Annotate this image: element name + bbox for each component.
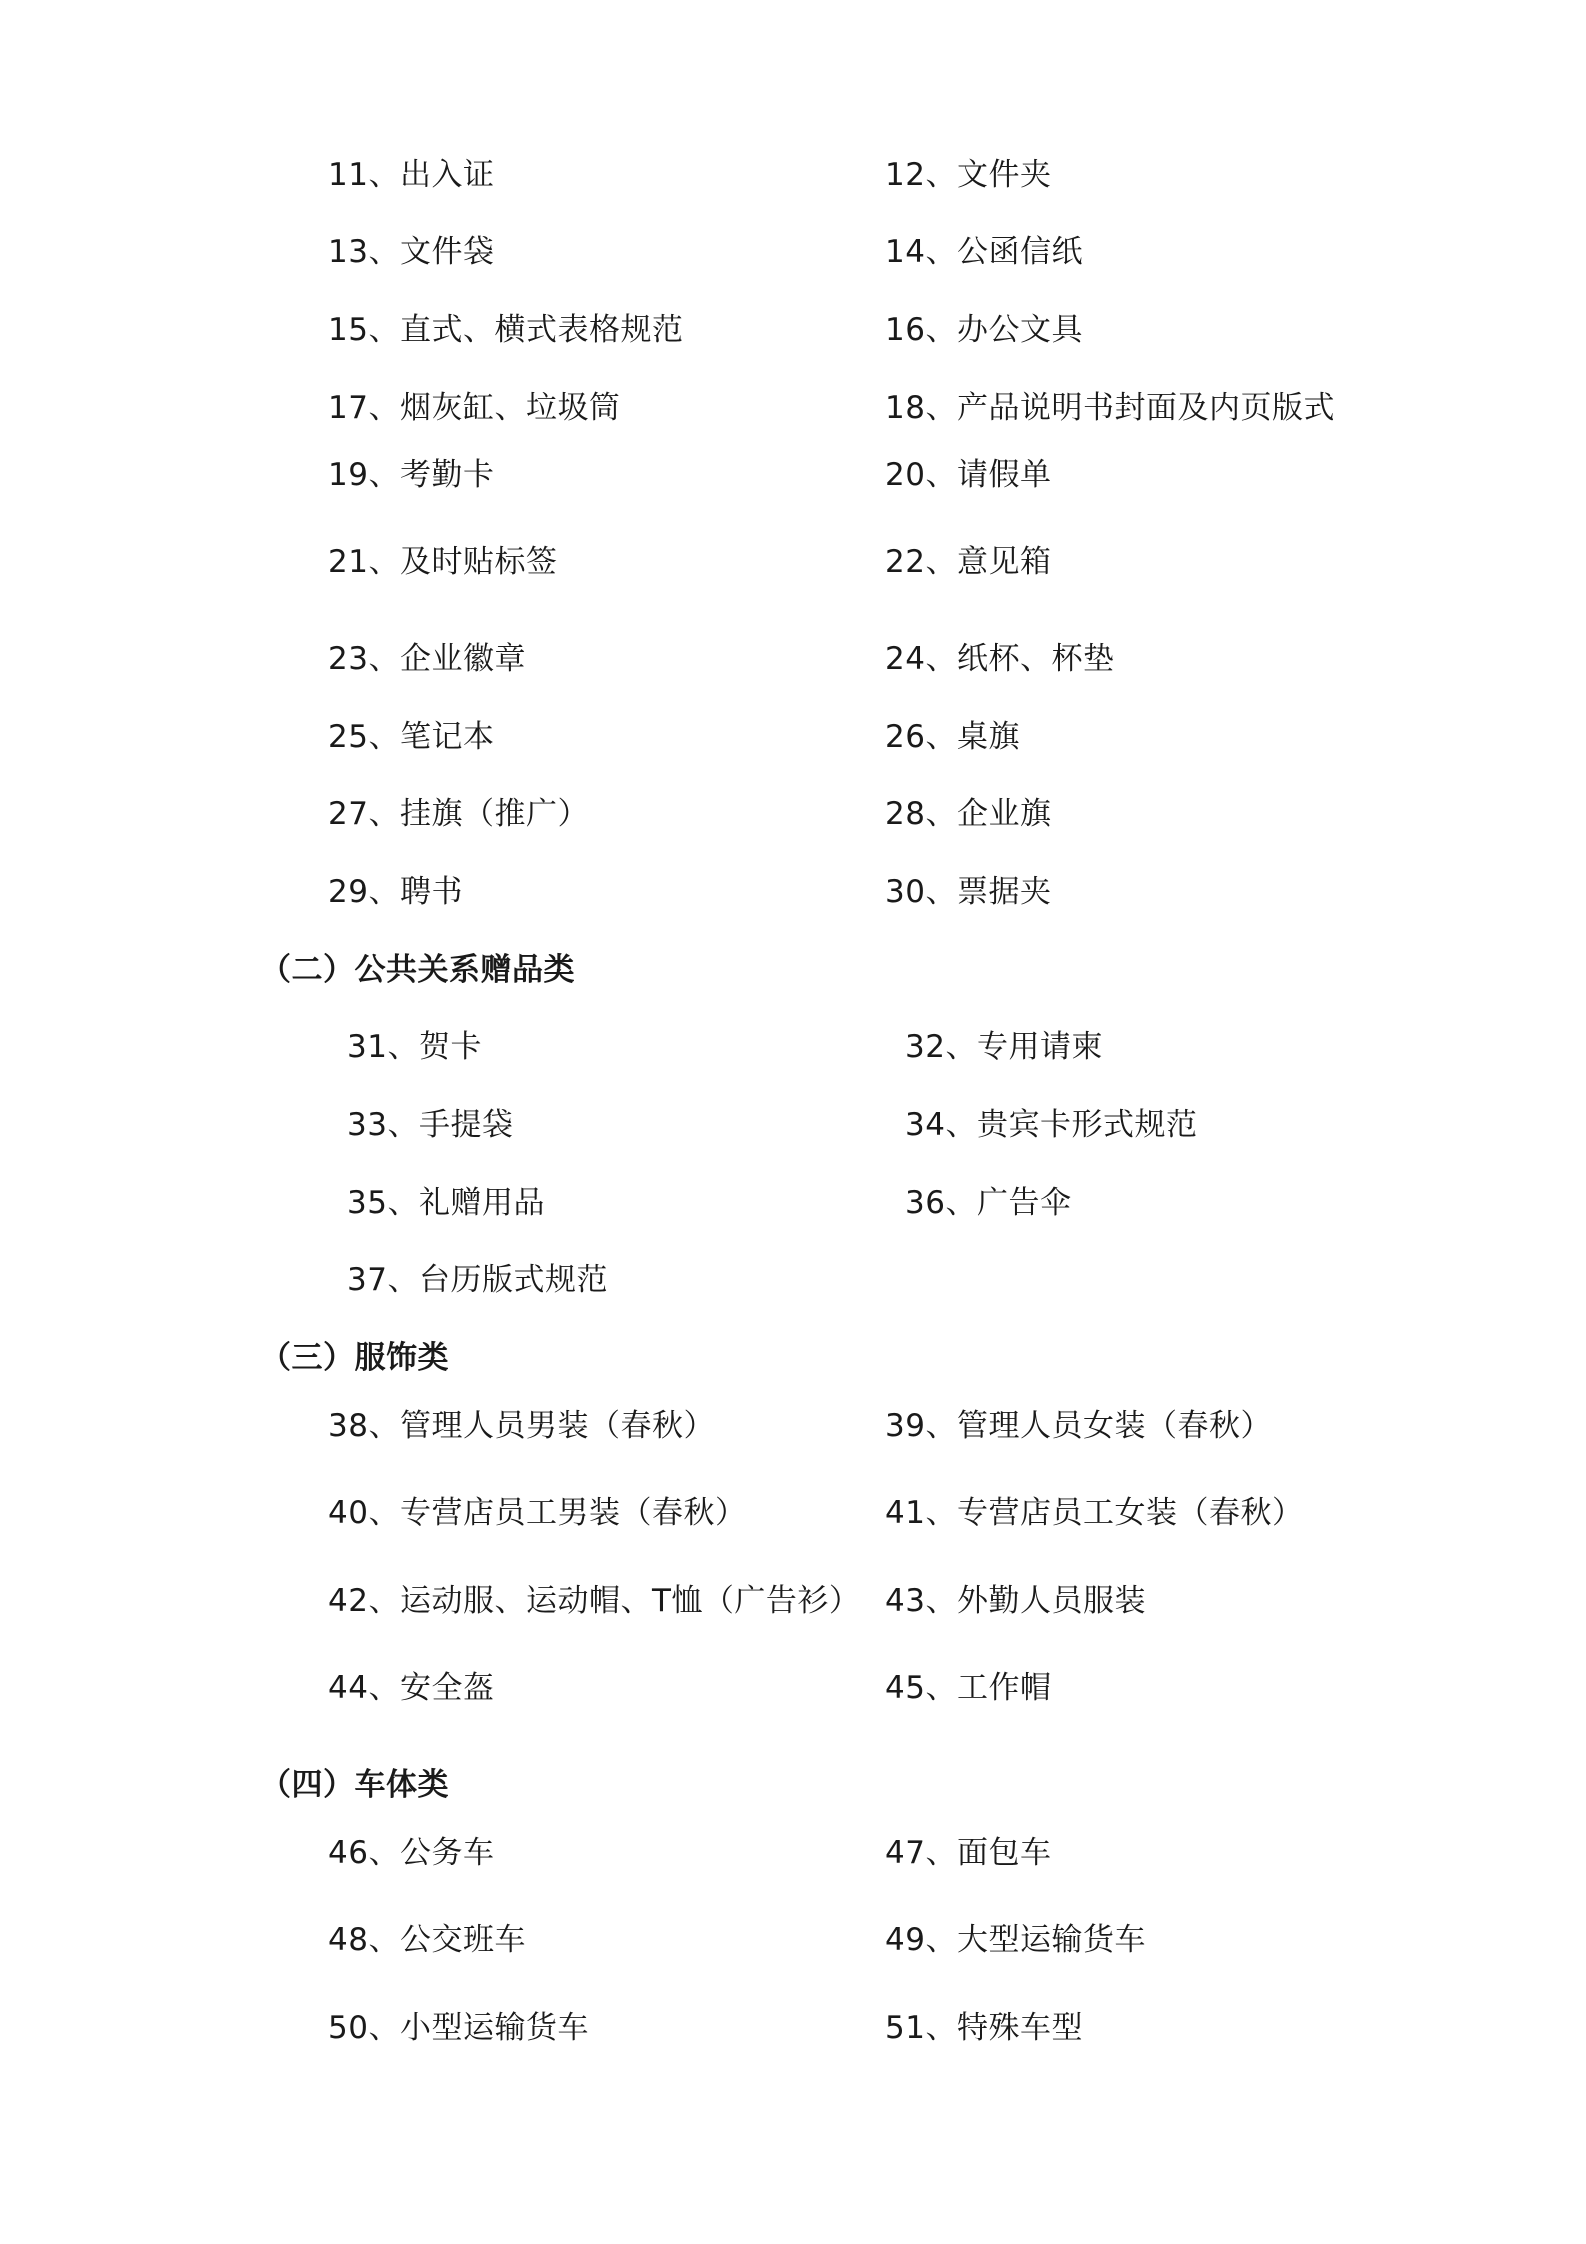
list-item: 33、手提袋: [347, 1107, 514, 1143]
list-item: 25、笔记本: [328, 719, 495, 755]
list-item: 23、企业徽章: [328, 641, 526, 677]
list-item: 30、票据夹: [885, 874, 1052, 910]
section-heading: （二）公共关系赠品类: [260, 952, 575, 988]
list-item: 13、文件袋: [328, 234, 495, 270]
list-item: 22、意见箱: [885, 544, 1052, 580]
list-item: 17、烟灰缸、垃圾筒: [328, 390, 621, 426]
list-item: 36、广告伞: [905, 1185, 1072, 1221]
list-item: 40、专营店员工男装（春秋）: [328, 1495, 747, 1531]
list-item: 47、面包车: [885, 1835, 1052, 1871]
list-item: 51、特殊车型: [885, 2010, 1083, 2046]
list-item: 16、办公文具: [885, 312, 1083, 348]
list-item: 28、企业旗: [885, 796, 1052, 832]
list-item: 42、运动服、运动帽、T恤（广告衫）: [328, 1583, 861, 1619]
list-item: 26、桌旗: [885, 719, 1020, 755]
list-item: 43、外勤人员服装: [885, 1583, 1146, 1619]
list-item: 14、公函信纸: [885, 234, 1083, 270]
list-item: 50、小型运输货车: [328, 2010, 589, 2046]
list-item: 27、挂旗（推广）: [328, 796, 589, 832]
list-item: 38、管理人员男装（春秋）: [328, 1408, 715, 1444]
list-item: 48、公交班车: [328, 1922, 526, 1958]
list-item: 46、公务车: [328, 1835, 495, 1871]
list-item: 15、直式、横式表格规范: [328, 312, 684, 348]
list-item: 31、贺卡: [347, 1029, 482, 1065]
list-item: 49、大型运输货车: [885, 1922, 1146, 1958]
list-item: 11、出入证: [328, 157, 495, 193]
list-item: 45、工作帽: [885, 1670, 1052, 1706]
list-item: 41、专营店员工女装（春秋）: [885, 1495, 1304, 1531]
list-item: 39、管理人员女装（春秋）: [885, 1408, 1272, 1444]
list-item: 12、文件夹: [885, 157, 1052, 193]
list-item: 19、考勤卡: [328, 457, 495, 493]
list-item: 24、纸杯、杯垫: [885, 641, 1115, 677]
list-item: 34、贵宾卡形式规范: [905, 1107, 1198, 1143]
section-heading: （三）服饰类: [260, 1340, 449, 1376]
list-item: 32、专用请柬: [905, 1029, 1103, 1065]
list-item: 37、台历版式规范: [347, 1262, 608, 1298]
list-item: 20、请假单: [885, 457, 1052, 493]
list-item: 35、礼赠用品: [347, 1185, 545, 1221]
list-item: 18、产品说明书封面及内页版式: [885, 390, 1335, 426]
list-item: 29、聘书: [328, 874, 463, 910]
section-heading: （四）车体类: [260, 1767, 449, 1803]
list-item: 21、及时贴标签: [328, 544, 558, 580]
list-item: 44、安全盔: [328, 1670, 495, 1706]
